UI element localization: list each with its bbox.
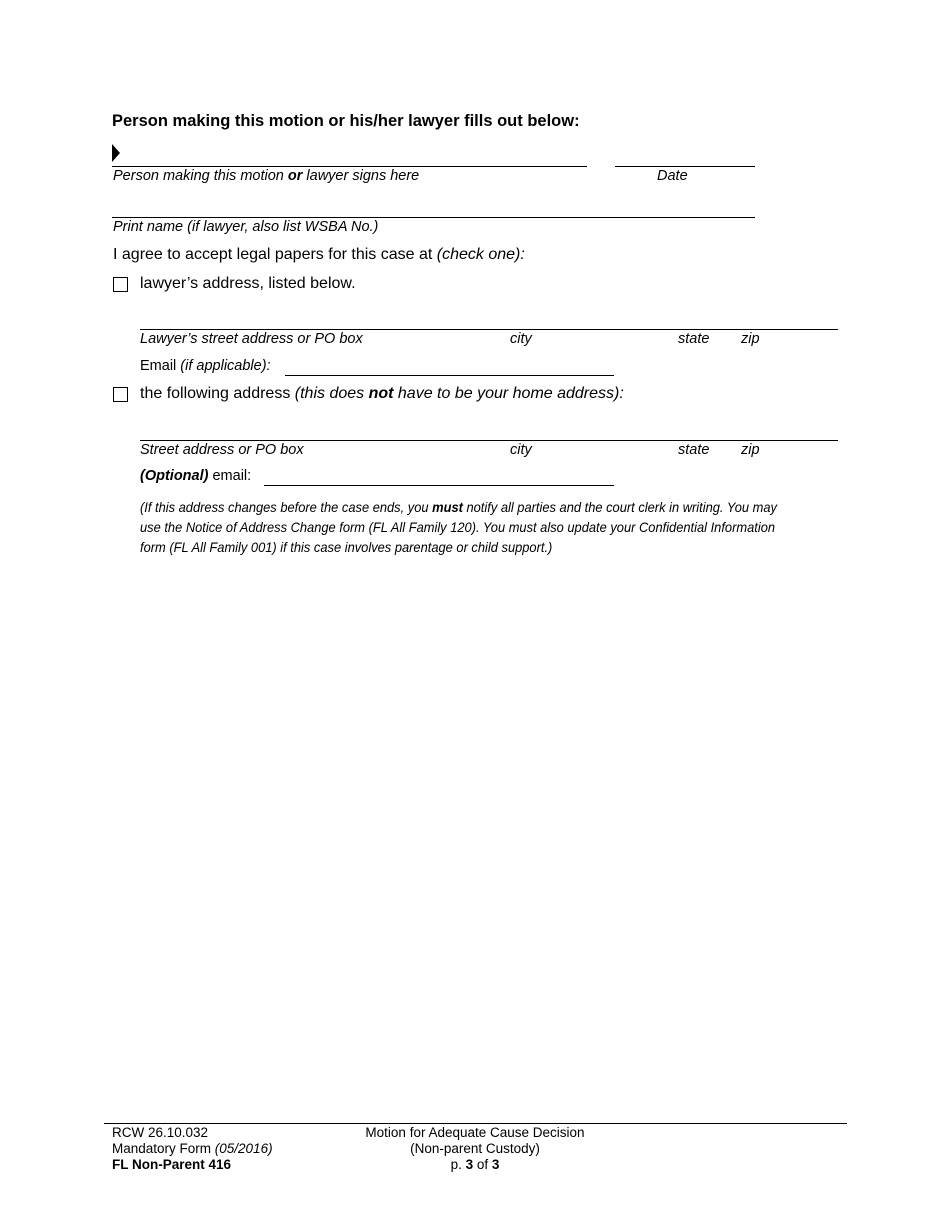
footer-rcw: RCW 26.10.032 — [112, 1125, 209, 1140]
lawyer-state-label: state — [678, 331, 710, 347]
city-label: city — [510, 442, 532, 458]
lawyer-email-line[interactable] — [285, 375, 614, 376]
lawyer-zip-label: zip — [741, 331, 760, 347]
lawyer-address-checkbox[interactable] — [113, 277, 128, 292]
optional-email-line[interactable] — [264, 485, 614, 486]
address-change-note: (If this address changes before the case ends, you must notify all parties and the court clerk in writing. You may use the Notice of Address Change form (FL All Family 120). You must also update your Confidential Information form (FL All Family 001) if this case involves parentage or child support.) — [140, 499, 777, 555]
footer-rule — [104, 1123, 847, 1124]
footer-page-number: p. 3 of 3 — [450, 1157, 500, 1172]
following-address-checkbox[interactable] — [113, 387, 128, 402]
footer-form-id: FL Non-Parent 416 — [112, 1157, 232, 1172]
footer-left — [112, 1125, 273, 1173]
footer-center — [330, 1125, 620, 1173]
signature-line[interactable] — [112, 166, 587, 167]
footer-mandatory-form: Mandatory Form (05/2016) — [112, 1141, 273, 1156]
print-name-line[interactable] — [112, 217, 755, 218]
optional-email-label: (Optional) email: — [140, 468, 252, 484]
print-name-label: Print name (if lawyer, also list WSBA No.) — [113, 219, 379, 235]
footer-title: Motion for Adequate Cause Decision — [365, 1125, 585, 1140]
section-heading: Person making this motion or his/her lawyer fills out below: — [112, 112, 580, 130]
footer-subtitle: (Non-parent Custody) — [410, 1141, 540, 1156]
lawyer-city-label: city — [510, 331, 532, 347]
lawyer-address-line[interactable] — [140, 329, 838, 330]
lawyer-email-label: Email (if applicable): — [140, 358, 271, 374]
following-address-option-label: the following address (this does not have to be your home address): — [140, 385, 624, 402]
sign-here-arrow-icon — [112, 144, 120, 162]
zip-label: zip — [741, 442, 760, 458]
date-line[interactable] — [615, 166, 755, 167]
state-label: state — [678, 442, 710, 458]
lawyer-address-option-label: lawyer’s address, listed below. — [140, 275, 356, 292]
following-address-line[interactable] — [140, 440, 838, 441]
agree-text: I agree to accept legal papers for this case at (check one): — [113, 246, 525, 263]
street-label: Street address or PO box — [140, 442, 304, 458]
date-label: Date — [657, 168, 688, 184]
lawyer-street-label: Lawyer’s street address or PO box — [140, 331, 363, 347]
signature-label: Person making this motion or lawyer signs here — [113, 168, 420, 184]
